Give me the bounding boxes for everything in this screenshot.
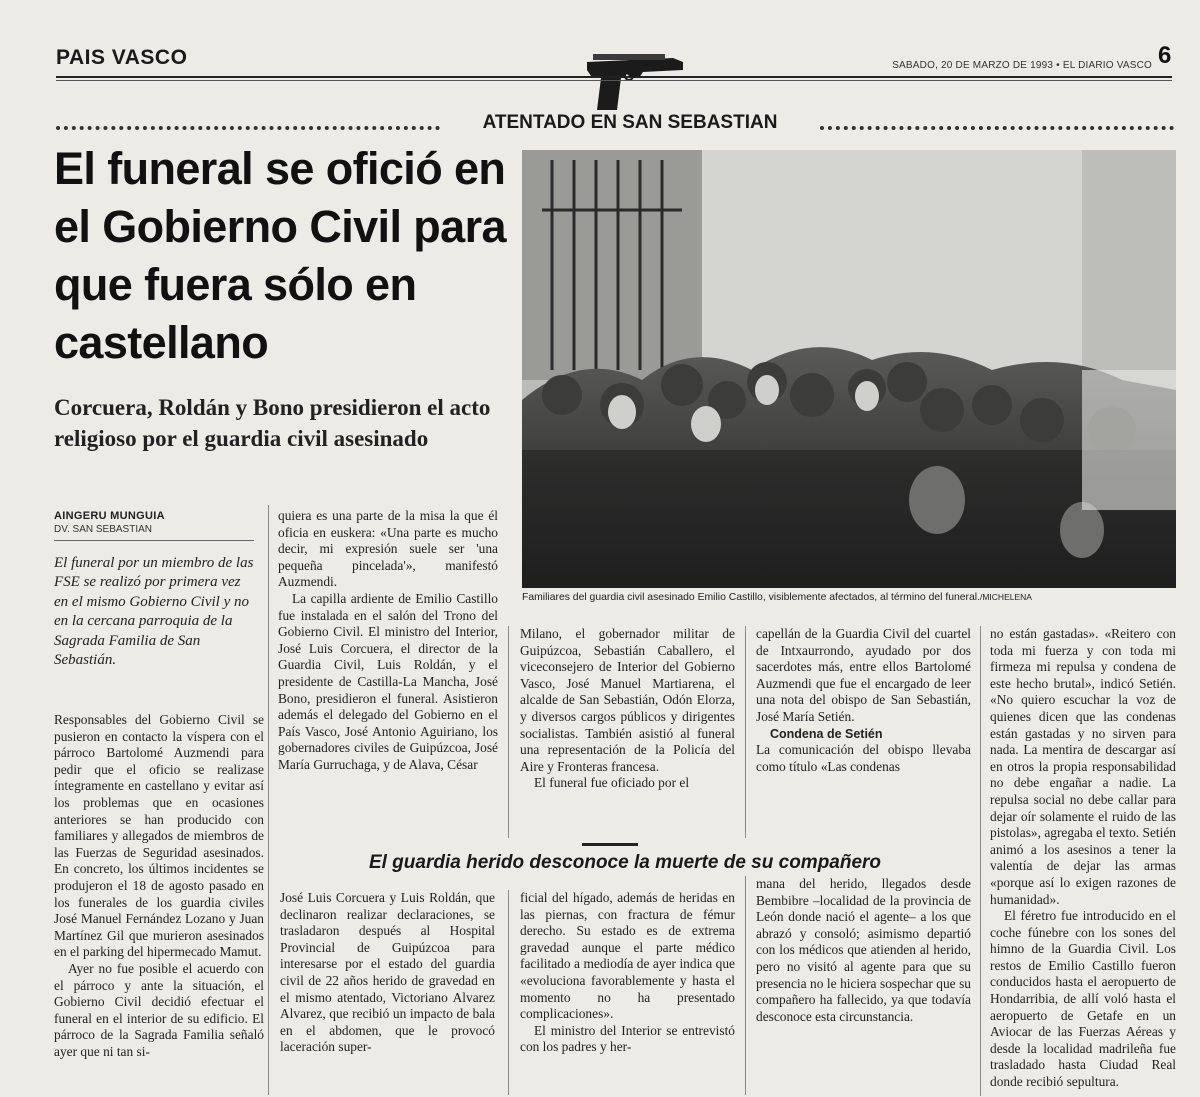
byline-rule — [54, 540, 254, 541]
body-paragraph: ficial del hígado, además de heridas en las piernas, con fractura de fémur derecho. Su estado es de extrema gravedad aunque el parte médico facilitado a mediodía de ayer indica que «evoluciona favorablemente y hasta el momento no ha presentado complicaciones». — [520, 890, 735, 1022]
body-paragraph: Responsables del Gobierno Civil se pusieron en contacto la víspera con el párroco Bartolomé Auzmendi para pedir que el oficio se realizase íntegramente en castellano y evitar así los problemas que en ocasiones anteriores se han producido con familiares y allegados de miembros de las Fuerzas de Seguridad asesinados. En concreto, los últimos incidentes se produjeron el 18 de agosto pasado en los funerales de los guardia civiles José Manuel Fernández Lozano y Juan Martínez Gil que murieron asesinados en el parking del hipermecado Mamut. — [54, 712, 264, 960]
body-paragraph: La comunicación del obispo llevaba como título «Las condenas — [756, 742, 971, 774]
column-rule — [980, 626, 981, 1096]
subheadline: Corcuera, Roldán y Bono presidieron el acto religioso por el guardia civil asesinado — [54, 395, 491, 451]
section-subhead: Condena de Setién — [770, 726, 883, 741]
page-number: 6 — [1158, 42, 1172, 69]
column-rule — [508, 626, 509, 838]
pistol-icon — [583, 48, 687, 119]
secondary-headline: El guardia herido desconoce la muerte de su compañero — [368, 852, 882, 873]
secondary-column-2 — [520, 890, 735, 1097]
body-column-4 — [756, 626, 971, 844]
funeral-photo — [522, 150, 1176, 588]
body-paragraph: quiera es una parte de la misa la que él oficia en euskera: «Una parte es mucho decir, mi expresión suele ser 'una pequeña pincelada'», manifestó Auzmendi. — [278, 508, 498, 590]
byline-author: AINGERU MUNGUIA — [54, 510, 165, 522]
column-rule — [268, 505, 269, 1095]
photo-caption — [522, 592, 1182, 603]
secondary-rule — [582, 843, 638, 846]
header-rule-thin — [56, 80, 1172, 81]
kicker: ATENTADO EN SAN SEBASTIAN — [482, 112, 778, 133]
column-rule — [745, 626, 746, 838]
secondary-column-3 — [756, 876, 971, 1097]
body-paragraph: El féretro fue introducido en el coche fúnebre con los sones del himno de la Guardia Civil. Los restos de Emilio Castillo fueron conducidos hasta el aeropuerto de Hondarribia, de allí voló hasta el aeropuerto de Getafe en un Aviocar de las Fuerzas Aéreas y desde la localidad madrileña fue trasladado hasta Ciudad Real donde recibió sepultura. — [990, 908, 1176, 1090]
secondary-column-1 — [280, 890, 495, 1097]
body-paragraph: El ministro del Interior se entrevistó con los padres y her- — [520, 1022, 735, 1055]
headline: El funeral se ofició en el Gobierno Civil para que fuera sólo en castellano — [54, 143, 506, 368]
body-paragraph: José Luis Corcuera y Luis Roldán, que declinaron realizar declaraciones, se trasladaron después al Hospital Provincial de Guipúzcoa para interesarse por el estado del guardia civil de 22 años herido de gravedad en el mismo atentado, Victoriano Alvarez Alvarez, que recibió un impacto de bala en el abdomen, que le provocó laceración super- — [280, 890, 495, 1055]
header-rule — [56, 76, 1172, 78]
column-rule — [508, 890, 509, 1095]
body-column-5 — [990, 626, 1176, 1096]
body-paragraph: mana del herido, llegados desde Bembibre –localidad de la provincia de León donde nació el agente– a los que abrazó y consoló; asimismo departió con los médicos que atienden al herido, pero no visitó al agente para que su presencia no le hiciera sospechar que su compañero ha fallecido, ya que todavía desconoce esta circunstancia. — [756, 876, 971, 1024]
photo-credit: /MICHELENA — [979, 592, 1032, 602]
body-paragraph: Ayer no fue posible el acuerdo con el párroco y ante la situación, el Gobierno Civil decidió efectuar el funeral en el interior de su edificio. El párroco de la Sagrada Familia señaló ayer que ni tan si- — [54, 960, 264, 1059]
dateline: SABADO, 20 DE MARZO DE 1993 • EL DIARIO VASCO — [892, 60, 1152, 71]
byline-place: DV. SAN SEBASTIAN — [54, 524, 152, 535]
body-column-1 — [54, 712, 264, 1096]
lead-paragraph: El funeral por un miembro de las FSE se realizó por primera vez en el mismo Gobierno Civil y no en la cercana parroquia de la Sagrada Familia de San Sebastián. — [54, 555, 254, 669]
body-paragraph: El funeral fue oficiado por el — [534, 775, 690, 791]
kicker-dots-left — [56, 126, 440, 130]
body-paragraph: La capilla ardiente de Emilio Castillo fue instalada en el salón del Trono del Gobierno Civil. El ministro del Interior, José Luis Corcuera, el director de la Guardia Civil, Luis Roldán, y el presidente de Castilla-La Mancha, José Bono, presidieron el funeral. Asistieron además el delegado del Gobierno en el País Vasco, José Antonio Aguiriano, los gobernadores civiles de Guipúzcoa, José María Gurruchaga, y de Alava, César — [278, 590, 498, 772]
kicker-dots-right — [820, 126, 1174, 130]
body-paragraph: no están gastadas». «Reitero con toda mi fuerza y con toda mi firmeza mi repulsa y condena de este hecho brutal», indicó Setién. «No quiero escuchar la voz de quienes dicen que las condenas están gastadas y no sirven para nada. La mentira de descargar así en otros la propia responsabilidad no debe engañar a nadie. La repulsa social no debe callar para dejar oír solamente el ruido de las pistolas», agregaba el texto. Setién animó a los asesinos a tener la valentía de dejar las armas «porque así lo exigen razones de humanidad». — [990, 626, 1176, 907]
section-name: PAIS VASCO — [56, 46, 188, 69]
body-paragraph: capellán de la Guardia Civil del cuartel de Intxaurrondo, ayudado por dos sacerdotes más, entre ellos Bartolomé Auzmendi que fue el encargado de leer una nota del obispo de San Sebastián, José María Setién. — [756, 626, 971, 724]
body-column-3 — [520, 626, 735, 844]
body-paragraph: Milano, el gobernador militar de Guipúzcoa, Sebastián Caballero, el viceconsejero de Interior del Gobierno Vasco, José Manuel Martiarena, el alcalde de San Sebastián, Odón Elorza, y diversos cargos públicos y dirigentes socialistas. También asistió al funeral una representación de la Policía del Aire y Fronteras francesa. — [520, 626, 735, 774]
column-rule — [745, 876, 746, 1095]
caption-text: Familiares del guardia civil asesinado Emilio Castillo, visiblemente afectados, al término del funeral. — [522, 592, 980, 603]
body-column-2 — [278, 508, 498, 843]
